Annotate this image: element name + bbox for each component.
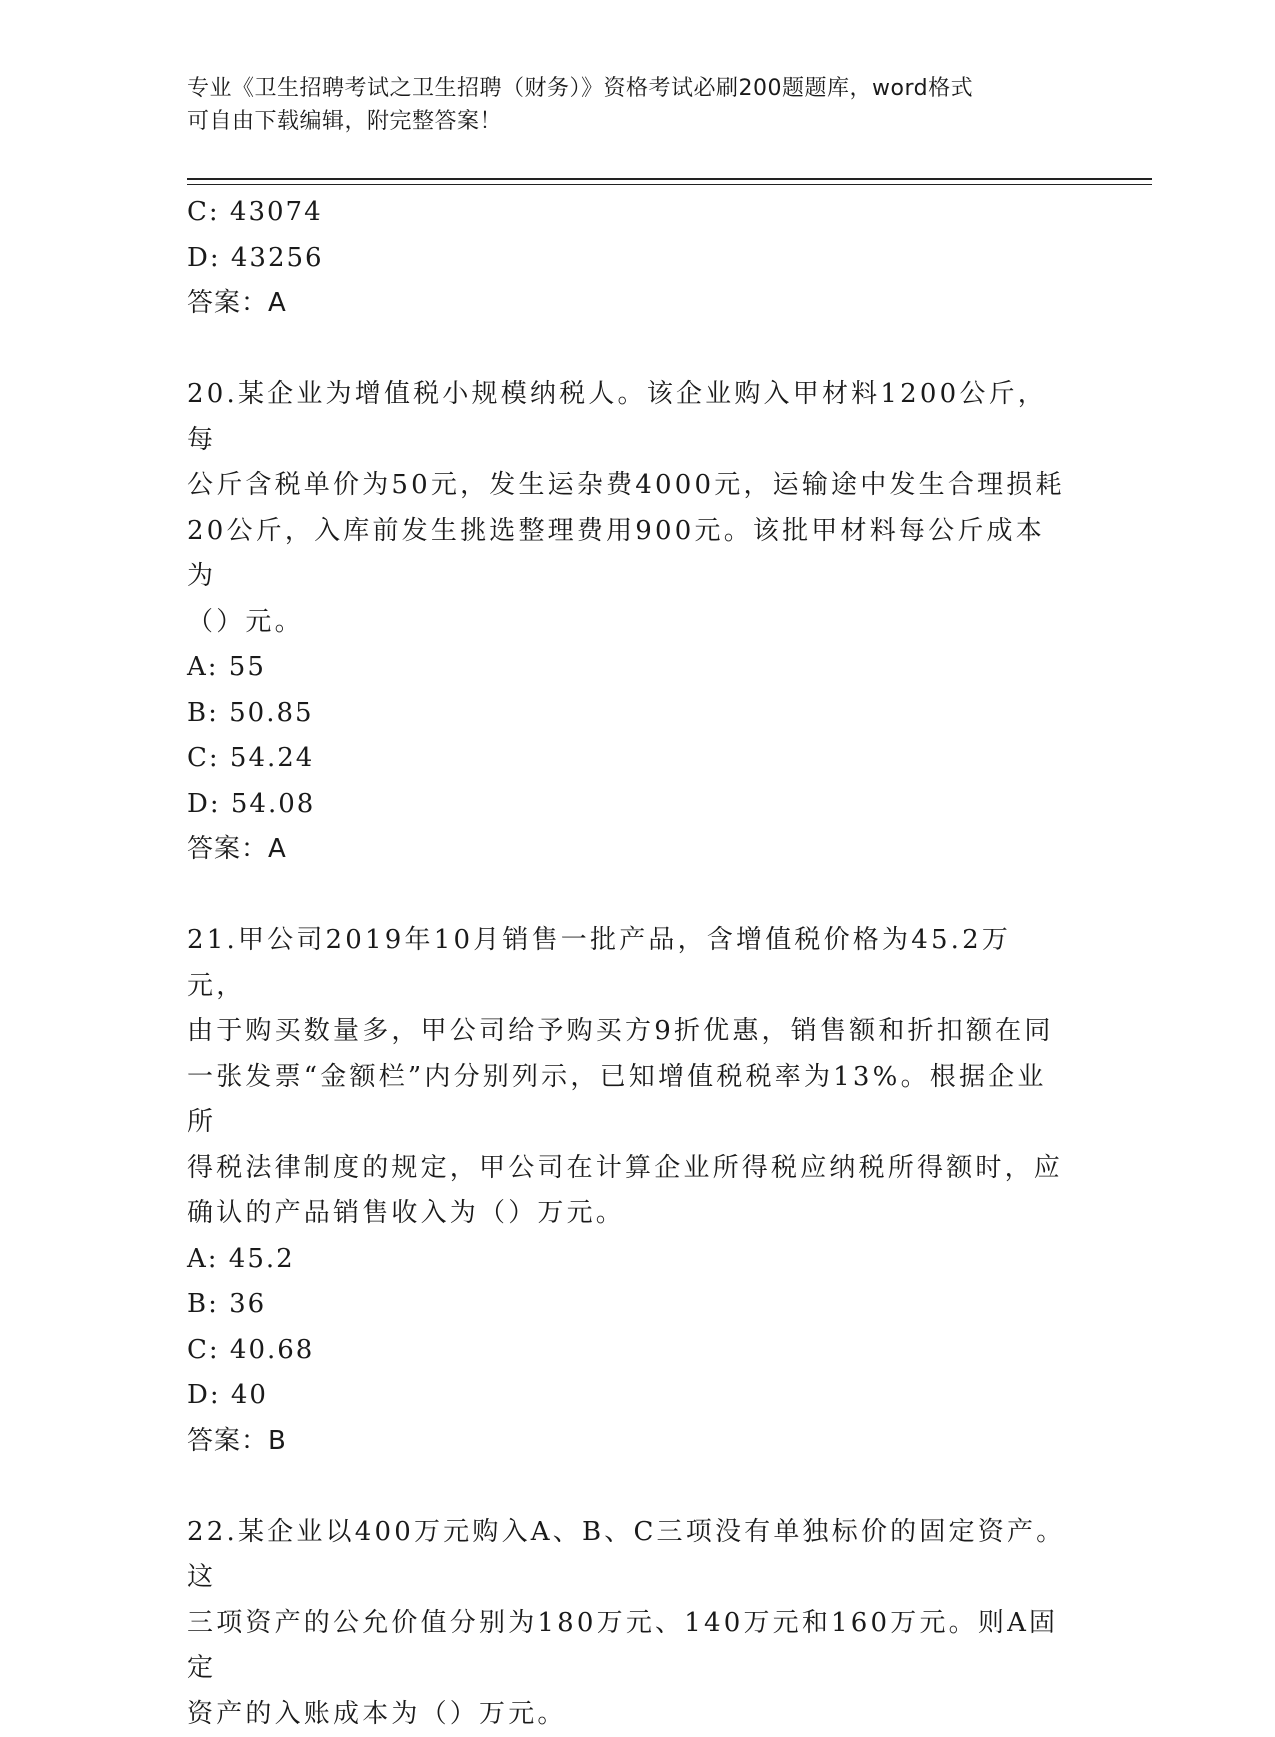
option-a: A: 55: [187, 645, 1087, 691]
header-divider-thin: [187, 184, 1152, 185]
question-line: 得税法律制度的规定，甲公司在计算企业所得税应纳税所得额时，应: [187, 1146, 1067, 1192]
option-d: D: 54.08: [187, 782, 1087, 828]
option-c: C: 40.68: [187, 1328, 1087, 1374]
question-text: [187, 918, 1067, 1237]
question-21: [187, 918, 1087, 1464]
option-b: B: 50.85: [187, 691, 1087, 737]
header-line-1: 专业《卫生招聘考试之卫生招聘（财务）》资格考试必刷200题题库，word格式: [187, 72, 1067, 105]
question-text: [187, 372, 1067, 645]
answer-line: 答案：A: [187, 827, 1087, 873]
option-d: D: 43256: [187, 236, 1087, 282]
question-line: 资产的入账成本为（）万元。: [187, 1692, 1067, 1737]
option-c: C: 43074: [187, 190, 1087, 236]
header-line-2: 可自由下载编辑，附完整答案！: [187, 105, 1067, 138]
question-text: [187, 1510, 1067, 1737]
question-19-tail: [187, 190, 1087, 327]
question-line: 由于购买数量多，甲公司给予购买方9折优惠，销售额和折扣额在同: [187, 1009, 1067, 1055]
option-d: D: 40: [187, 1373, 1087, 1419]
question-line: 20.某企业为增值税小规模纳税人。该企业购入甲材料1200公斤，每: [187, 372, 1067, 463]
answer-line: 答案：B: [187, 1419, 1087, 1465]
question-line: 20公斤，入库前发生挑选整理费用900元。该批甲材料每公斤成本为: [187, 509, 1067, 600]
option-a: A: 45.2: [187, 1237, 1087, 1283]
question-20: [187, 372, 1087, 873]
question-line: 公斤含税单价为50元，发生运杂费4000元，运输途中发生合理损耗: [187, 463, 1067, 509]
question-line: 22.某企业以400万元购入A、B、C三项没有单独标价的固定资产。这: [187, 1510, 1067, 1601]
question-line: 确认的产品销售收入为（）万元。: [187, 1191, 1067, 1237]
question-line: 一张发票“金额栏”内分别列示，已知增值税税率为13%。根据企业所: [187, 1055, 1067, 1146]
header-divider-thick: [187, 178, 1152, 180]
option-b: B: 36: [187, 1282, 1087, 1328]
question-22: [187, 1510, 1087, 1737]
option-c: C: 54.24: [187, 736, 1087, 782]
answer-line: 答案：A: [187, 281, 1087, 327]
document-body: [187, 190, 1087, 1737]
question-line: 21.甲公司2019年10月销售一批产品，含增值税价格为45.2万元，: [187, 918, 1067, 1009]
document-header: [187, 72, 1067, 138]
question-line: 三项资产的公允价值分别为180万元、140万元和160万元。则A固定: [187, 1601, 1067, 1692]
question-line: （）元。: [187, 600, 1067, 646]
